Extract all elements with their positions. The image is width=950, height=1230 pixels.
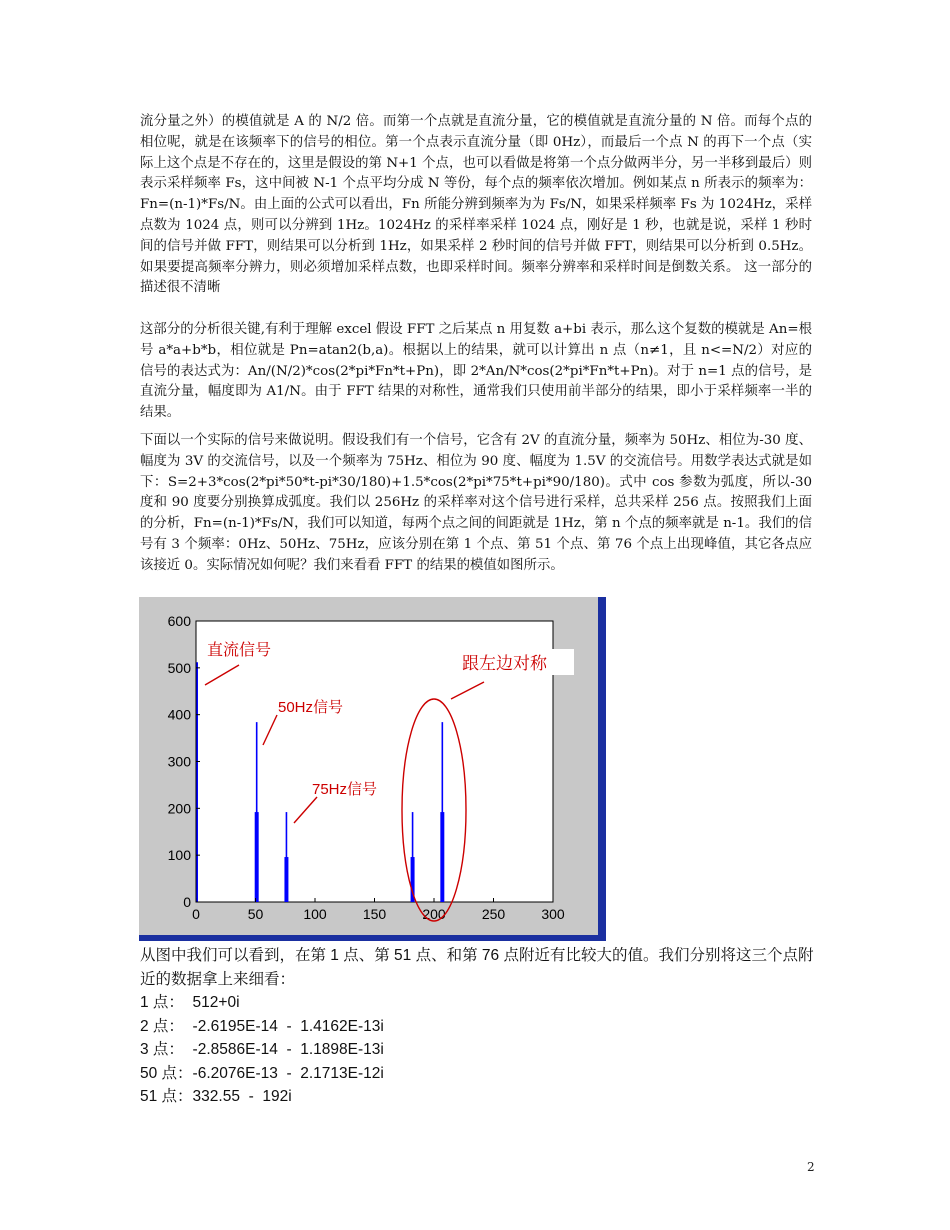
dc-annotation-label: 直流信号 — [207, 642, 272, 659]
fft-data-line: 50 点：-6.2076E-13 - 2.1713E-12i — [140, 1064, 384, 1082]
x-tick-label: 0 — [192, 906, 200, 922]
y-tick-label: 100 — [167, 847, 191, 864]
y-tick-label: 400 — [167, 706, 191, 723]
fft-magnitude-figure — [139, 597, 606, 941]
figure-right-border — [598, 597, 606, 941]
paragraph-frequency-resolution: 流分量之外）的模值就是 A 的 N/2 倍。而第一个点就是直流分量，它的模值就是直流分量的 N 倍。而每个点的相位呢，就是在该频率下的信号的相位。第一个点表示直流分量（即 0Hz），而最后一个点 N 的再下一个点（实际上这个点是不存在的，这里是假设的第 N+1 个点，也可以看做是将第一个点分做两半分，另一半移到最后）则表示采样频率 Fs，这中间被 N-1 个点平均分成 N 等份，每个点的频率依次增加。例如某点 n 所表示的频率为：Fn=(n-1)*Fs/N。由上面的公式可以看出，Fn 所能分辨到频率为为 Fs/N，如果采样频率 Fs 为 1024Hz，采样点数为 1024 点，则可以分辨到 1Hz。1024Hz 的采样率采样 1024 点，刚好是 1 秒，也就是说，采样 1 秒时间的信号并做 FFT，则结果可以分析到 1Hz，如果采样 2 秒时间的信号并做 FFT，则结果可以分析到 0.5Hz。如果要提高频率分辨力，则必须增加采样点数，也即采样时间。频率分辨率和采样时间是倒数关系。 这一部分的描述很不清晰 — [140, 114, 812, 296]
figure-bottom-border — [139, 935, 606, 941]
fft-data-line: 1 点： 512+0i — [140, 994, 240, 1011]
x-tick-label: 150 — [362, 906, 387, 922]
paragraph-observation: 从图中我们可以看到，在第 1 点、第 51 点、和第 76 点附近有比较大的值。我们分别将这三个点附近的数据拿上来细看： — [140, 947, 814, 988]
fft-data-line: 51 点：332.55 - 192i — [140, 1088, 292, 1106]
x-tick-label: 300 — [541, 906, 565, 922]
paragraph-example-signal: 下面以一个实际的信号来做说明。假设我们有一个信号，它含有 2V 的直流分量，频率为 50Hz、相位为-30 度、幅度为 3V 的交流信号，以及一个频率为 75Hz、相位为 90 度、幅度为 1.5V 的交流信号。用数学表达式就是如下：S=2+3*cos(2*pi*50*t-pi*30/180)+1.5*cos(2*pi*75*t+pi*90/180)。式中 cos 参数为弧度，所以-30 度和 90 度要分别换算成弧度。我们以 256Hz 的采样率对这个信号进行采样，总共采样 256 点。按照我们上面的分析，Fn=(n-1)*Fs/N，我们可以知道，每两个点之间的间距就是 1Hz，第 n 个点的频率就是 n-1。我们的信号有 3 个频率：0Hz、50Hz、75Hz，应该分别在第 1 个点、第 51 个点、第 76 个点上出现峰值，其它各点应该接近 0。实际情况如何呢？我们来看看 FFT 的结果的模值如图所示。 — [140, 433, 812, 573]
y-tick-label: 600 — [167, 613, 191, 629]
symmetry-annotation-label: 跟左边对称 — [462, 654, 547, 673]
x-tick-label: 100 — [303, 906, 327, 922]
fft-magnitude-chart — [139, 597, 606, 941]
x-tick-label: 250 — [481, 906, 506, 922]
y-tick-label: 300 — [167, 753, 191, 770]
x-tick-label: 50 — [247, 906, 264, 922]
fft-data-line: 3 点： -2.8586E-14 - 1.1898E-13i — [140, 1041, 384, 1059]
f75-annotation-label: 75Hz信号 — [312, 781, 378, 798]
x-tick-label: 200 — [422, 906, 446, 922]
y-tick-label: 200 — [167, 800, 191, 817]
y-tick-label: 0 — [183, 894, 191, 910]
paragraph-amplitude-phase: 这部分的分析很关键,有利于理解 excel 假设 FFT 之后某点 n 用复数 a+bi 表示，那么这个复数的模就是 An=根号 a*a+b*b，相位就是 Pn=atan2(b,a)。根据以上的结果，就可以计算出 n 点（n≠1，且 n<=N/2）对应的信号的表达式为：An/(N/2)*cos(2*pi*Fn*t+Pn)，即 2*An/N*cos(2*pi*Fn*t+Pn)。对于 n=1 点的信号，是直流分量，幅度即为 A1/N。由于 FFT 结果的对称性，通常我们只使用前半部分的结果，即小于采样频率一半的结果。 — [140, 322, 812, 421]
fft-data-list — [140, 991, 384, 1109]
fft-data-line: 2 点： -2.6195E-14 - 1.4162E-13i — [140, 1017, 384, 1035]
y-tick-label: 500 — [167, 659, 191, 676]
page-number: 2 — [807, 1160, 815, 1174]
f50-annotation-label: 50Hz信号 — [278, 699, 344, 716]
